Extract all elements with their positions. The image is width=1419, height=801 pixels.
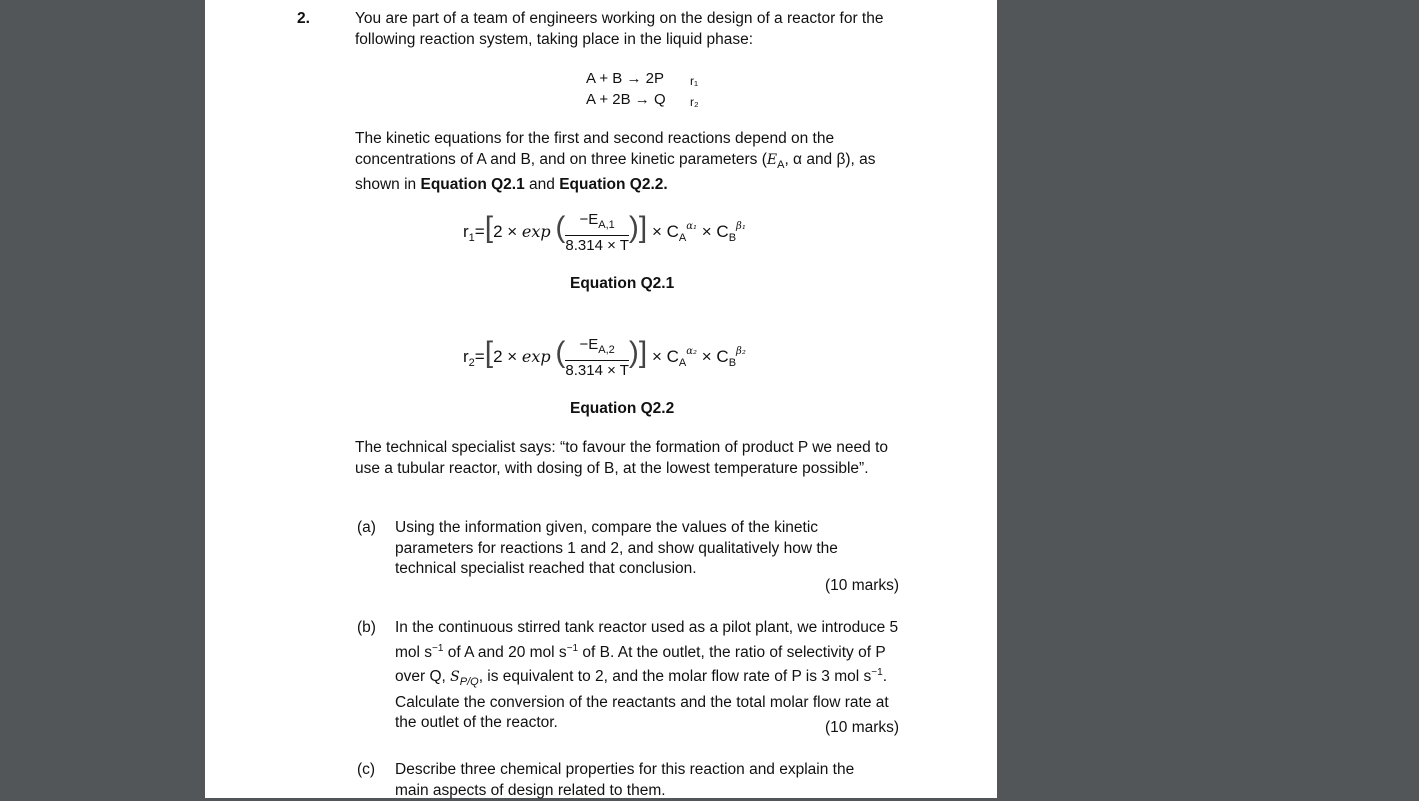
part-b-marks: (10 marks)	[825, 719, 900, 736]
question-number: 2.	[297, 10, 310, 27]
equation-ref-1: Equation Q2.1	[420, 176, 525, 193]
reaction-1-rate: r₁	[690, 74, 699, 88]
part-a-text: Using the information given, compare the values of the kinetic parameters for reactions 1 and 2, and show qualitatively how the technical specialist reached that conclusion.	[395, 519, 838, 577]
part-a-label: (a)	[357, 519, 376, 536]
part-b-label: (b)	[357, 619, 376, 636]
reaction-1-equation: A + B → 2P	[586, 70, 664, 87]
part-c-label: (c)	[357, 761, 376, 778]
reaction-2-equation: A + 2B → Q	[586, 91, 666, 108]
equation-q2-2-label: Equation Q2.2	[570, 400, 675, 417]
question-intro: You are part of a team of engineers working on the design of a reactor for the following reaction system, taking place in the liquid phase:	[355, 10, 884, 48]
equation-ref-2: Equation Q2.2.	[559, 176, 668, 193]
part-a-marks: (10 marks)	[825, 577, 900, 594]
equation-q2-2: $r_2=[2 \times \exp$ ( $\frac{-E_{A,2}}{8.314 \times T}$ )] × $C_A^{\alpha_2} \times C_B^{\beta_2}$	[463, 335, 746, 379]
kinetic-paragraph: The kinetic equations for the first and second reactions depend on the concentrations of A and B, and on three kinetic parameters ($E_A$, α and β), as shown in Equation Q2.1 and Equation Q2.2.	[355, 130, 876, 193]
reaction-2-rate: r₂	[690, 95, 699, 109]
reaction-2	[586, 91, 666, 108]
specialist-paragraph: The technical specialist says: “to favour the formation of product P we need to use a tubular reactor, with dosing of B, at the lowest temperature possible”.	[355, 439, 889, 477]
reaction-1	[586, 70, 664, 87]
part-c-text: Describe three chemical properties for this reaction and explain the main aspects of design related to them.	[395, 761, 855, 799]
document-page	[205, 0, 997, 798]
equation-q2-1: $r_1=[2 \times \exp$ ( $\frac{-E_{A,1}}{8.314 \times T}$ )] × $C_A^{\alpha_1} \times C_B^{\beta_1}$	[463, 210, 746, 254]
equation-q2-1-label: Equation Q2.1	[570, 275, 675, 292]
part-b-text: In the continuous stirred tank reactor used as a pilot plant, we introduce 5 mol $s^{-1}$ of A and 20 mol $s^{-1}$ of B. At the outlet, the ratio of selectivity of P over Q, $S_{P/Q}$, is equivalent to 2, and the molar flow rate of P is 3 mol $s^{-1}$. Calculate the conversion of the reactants and the total molar flow rate at the outlet of the reactor.	[395, 619, 899, 731]
